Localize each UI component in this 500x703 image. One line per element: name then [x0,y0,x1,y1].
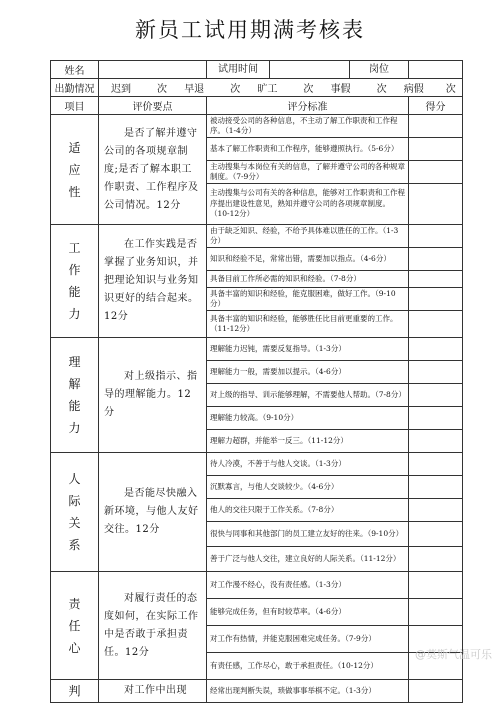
header-item: 项目 [51,97,99,115]
category-char: 心 [68,640,81,655]
criteria-text: 主动搜集与公司有关的各种信息，能够对工作职责和工作程序提出建设性意见，熟知并遵守公司的各项规章制度。（10-12分） [207,184,409,225]
score-cell[interactable] [409,138,463,161]
score-cell[interactable] [409,384,463,407]
score-cell[interactable] [409,161,463,184]
score-cell[interactable] [409,522,463,547]
category-char: 工 [68,241,81,255]
key-points-text: 是否能尽快融入新环境，与他人友好交往。12分 [99,453,207,572]
key-points-text: 是否了解并遵守公司的各项规章制度;是否了解本职工作职责、工作程序及公司情况。12分 [99,115,207,225]
category-char: 能 [68,285,81,299]
period-cell[interactable] [207,61,409,79]
score-cell[interactable] [409,271,463,288]
category-char: 力 [68,307,81,321]
sick-leave-unit: 次 [445,84,456,95]
criteria-text: 他人的交往只限于工作关系。（7-8分） [207,499,409,522]
header-score: 得分 [409,97,463,115]
criteria-text: 理解能力迟钝，需要反复指导。（1-3分） [207,338,409,361]
score-cell[interactable] [409,184,463,225]
category-char: 解 [68,377,81,391]
category-char: 人 [68,472,81,486]
category-char: 关 [68,516,81,530]
score-cell[interactable] [409,288,463,311]
criteria-text: 经常出现判断失误，琐做事事举棋不定。（1-3分） [207,680,409,703]
item-category [51,225,99,338]
late-unit: 次 [157,84,167,95]
sick-leave-label: 病假 [403,84,424,95]
criteria-row [51,225,463,248]
category-char: 应 [68,162,81,177]
post-label: 岗位 [349,61,408,78]
criteria-text: 基本了解工作职责和工作程序，能够遵照执行。（5-6分） [207,138,409,161]
name-label: 姓名 [51,61,99,79]
header-key-points: 评价要点 [99,97,207,115]
category-char: 能 [68,399,81,413]
criteria-text: 被动接受公司的各种信息，不主动了解工作职责和工作程序。（1-4分） [207,115,409,138]
score-cell[interactable] [409,248,463,271]
score-cell[interactable] [409,453,463,476]
criteria-text: 对工作有热情，并能克服困难完成任务。（7-9分） [207,626,409,653]
category-char: 力 [68,421,81,435]
category-char: 责 [68,596,81,611]
criteria-text: 具备丰富的知识和经验，能够胜任比目前更重要的工作。（11-12分） [207,311,409,338]
category-char: 理 [68,355,81,369]
header-criteria: 评分标准 [207,97,409,115]
name-field[interactable] [99,61,207,79]
criteria-row [51,115,463,138]
category-char: 系 [68,538,81,552]
leave-early-unit: 次 [230,84,241,95]
criteria-text: 沉默寡言，与他人交谈较少。（4-6分） [207,476,409,499]
criteria-text: 具备丰富的知识和经验，能克服困难，做好工作。（9-10分） [207,288,409,311]
key-points-text: 对工作中出现 [99,680,207,703]
form-table [50,60,463,703]
score-cell[interactable] [409,311,463,338]
criteria-row [51,338,463,361]
score-cell[interactable] [409,680,463,703]
criteria-text: 待人冷漠，不善于与他人交谈。（1-3分） [207,453,409,476]
score-cell[interactable] [409,476,463,499]
criteria-text: 很快与同事和其他部门的员工建立友好的往来。（9-10分） [207,522,409,547]
attendance-items[interactable] [99,79,463,97]
leave-early-label: 早退 [184,84,205,95]
score-cell[interactable] [409,338,463,361]
criteria-row [51,680,463,703]
info-row [51,61,463,79]
page-title: 新员工试用期满考核表 [135,18,365,42]
score-cell[interactable] [409,225,463,248]
category-char: 性 [68,184,81,199]
item-category [51,115,99,225]
score-cell[interactable] [409,599,463,626]
criteria-text: 理解能力较高。（9-10分） [207,407,409,430]
category-char: 际 [68,494,81,508]
key-points-text: 对履行责任的态度如何，在实际工作中是否敢于承担责任。12分 [99,572,207,680]
late-label: 迟到 [111,84,131,95]
category-char: 适 [68,140,81,155]
category-char: 作 [68,263,81,277]
score-cell[interactable] [409,547,463,572]
key-points-text: 在工作实践是否掌握了业务知识，并把理论知识与业务知识更好的结合起来。12分 [99,225,207,338]
criteria-text: 有责任感，工作尽心，敢于承担责任。（10-12分） [207,653,409,680]
key-points-text: 对上级指示、指导的理解能力。12分 [99,338,207,453]
absent-unit: 次 [303,84,314,95]
criteria-text: 由于缺乏知识、经验，不给予具体难以胜任的工作。（1-3分） [207,225,409,248]
criteria-text: 理解能力一般，需要加以提示。（4-6分） [207,361,409,384]
sections-body [51,115,463,703]
score-cell[interactable] [409,115,463,138]
evaluation-form [50,60,462,703]
score-cell[interactable] [409,430,463,453]
criteria-row [51,572,463,599]
criteria-text: 知识和经验不足，常常出错，需要加以指点。（4-6分） [207,248,409,271]
criteria-text: 主动搜集与本岗位有关的信息，了解并遵守公司的各种规章制度。（7-9分） [207,161,409,184]
category-char: 判 [68,684,81,698]
criteria-text: 对上级的指导、训示能够理解，不需要他人帮助。（7-8分） [207,384,409,407]
item-category [51,338,99,453]
personal-leave-label: 事假 [330,84,351,95]
category-char: 任 [68,618,81,633]
item-category [51,453,99,572]
criteria-text: 善于广泛与他人交往，建立良好的人际关系。（11-12分） [207,547,409,572]
absent-label: 旷工 [257,84,278,95]
criteria-text: 对工作漫不经心，没有责任感。（1-3分） [207,572,409,599]
criteria-text: 能够完成任务，但有时较草率。（4-6分） [207,599,409,626]
criteria-text: 理解力超群，并能举一反三。（11-12分） [207,430,409,453]
watermark: @莫斯气温可乐 [415,648,492,661]
criteria-text: 具备目前工作所必需的知识和经验。（7-8分） [207,271,409,288]
personal-leave-unit: 次 [376,84,387,95]
score-cell[interactable] [409,407,463,430]
attendance-label: 出勤情况 [51,79,99,97]
score-cell[interactable] [409,361,463,384]
score-cell[interactable] [409,499,463,522]
header-row [51,97,463,115]
item-category [51,572,99,680]
criteria-row [51,453,463,476]
period-field[interactable] [270,61,349,78]
attendance-row [51,79,463,97]
period-label: 试用时间 [207,61,270,78]
score-cell[interactable] [409,572,463,599]
item-category [51,680,99,703]
post-field[interactable] [409,61,463,79]
